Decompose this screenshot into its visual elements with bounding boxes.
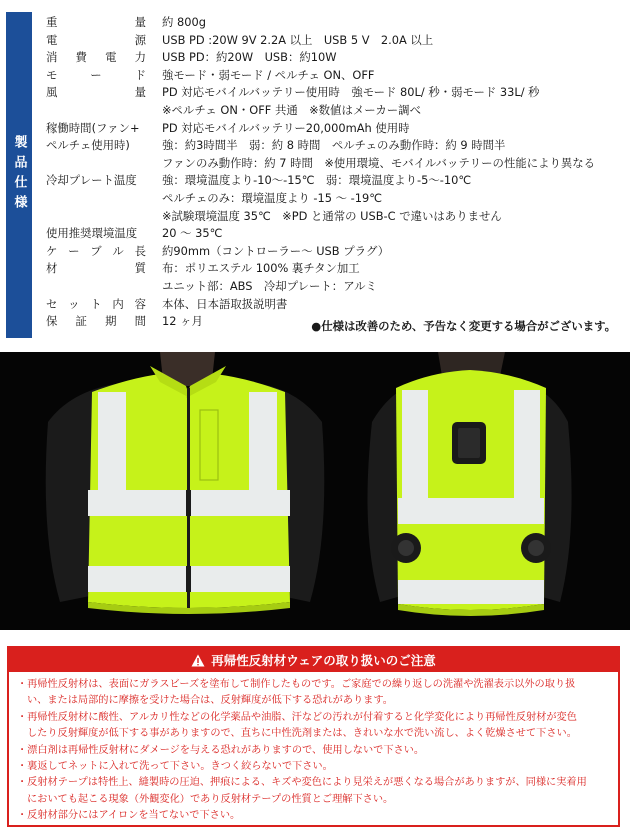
- caution-line: ・裏返してネットに入れて洗って下さい。きつく絞らないで下さい。: [17, 761, 333, 773]
- spec-row: [46, 260, 626, 278]
- spec-value: 約90mm（コントローラー〜 USB プラグ）: [162, 243, 390, 258]
- spec-row: [46, 49, 626, 67]
- spec-row: [46, 84, 626, 102]
- spec-row: [46, 137, 626, 155]
- spec-label: 材 質: [46, 261, 146, 276]
- spec-row: [46, 120, 626, 138]
- spec-row: [46, 32, 626, 50]
- spec-value: 布：ポリエステル 100% 裏チタン加工: [162, 261, 360, 276]
- spec-label: 保 証 期 間: [46, 314, 146, 329]
- spec-label: 冷却プレート温度: [46, 173, 137, 188]
- spec-row: [46, 225, 626, 243]
- warning-icon: [191, 654, 205, 667]
- spec-value-continued: ※試験環境温度 35℃ ※PD と通常の USB-C で違いはありません: [162, 208, 502, 223]
- caution-line: したり反射輝度が低下する事がありますので、直ちに中性洗剤または、きれいな水で洗い流し、よく乾燥させて下さい。: [27, 728, 577, 740]
- caution-line: ・反射材テープは特性上、縫製時の圧迫、押痕による、キズや変色により見栄えが悪くなる場合がありますが、同様に実着用: [17, 777, 587, 789]
- spec-value: 12 ヶ月: [162, 314, 203, 329]
- spec-value: USB PD :20W 9V 2.2A 以上 USB 5 V 2.0A 以上: [162, 32, 434, 47]
- spec-row: [46, 172, 626, 190]
- spec-label: ケ ー ブ ル 長: [46, 243, 146, 258]
- spec-value: 強：約3時間半 弱：約 8 時間 ペルチェのみ動作時：約 9 時間半: [162, 138, 506, 153]
- spec-notice: ●仕様は改善のため、予告なく変更する場合がございます。: [311, 319, 616, 333]
- spec-value-continued: ペルチェのみ：環境温度より -15 〜 -19℃: [162, 190, 382, 205]
- caution-line: ・反射材部分にはアイロンを当てないで下さい。: [17, 810, 241, 822]
- spec-value: 本体、日本語取扱説明書: [162, 296, 288, 311]
- spec-table: [46, 14, 626, 331]
- vest-illustration: [0, 352, 630, 630]
- spec-label: モ ー ド: [46, 67, 146, 82]
- spec-side-tab: [6, 12, 32, 338]
- caution-line: い、または局部的に摩擦を受けた場合は、反射輝度が低下する恐れがあります。: [27, 695, 393, 707]
- spec-value-continued: ※ペルチェ ON・OFF 共通 ※数値はメーカー調べ: [162, 102, 421, 117]
- spec-row: [46, 243, 626, 261]
- spec-label: 重 量: [46, 15, 146, 29]
- spec-value: 強モード・弱モード / ペルチェ ON、OFF: [162, 67, 375, 82]
- caution-line: ・再帰性反射材は、表面にガラスビーズを塗布して制作したものです。ご家庭での繰り返しの洗濯や洗濯表示以外の取り扱: [17, 679, 576, 690]
- spec-label: 電 源: [46, 32, 146, 47]
- spec-label: セ ッ ト 内 容: [46, 296, 146, 311]
- spec-label: 稼働時間(ファン+: [46, 120, 140, 135]
- spec-label: 消 費 電 力: [46, 50, 146, 65]
- spec-label: ペルチェ使用時): [46, 138, 130, 153]
- spec-label: 使用推奨環境温度: [46, 226, 138, 241]
- caution-title: 再帰性反射材ウェアの取り扱いのご注意: [211, 653, 436, 668]
- caution-line: ・漂白剤は再帰性反射材にダメージを与える恐れがありますので、使用しないで下さい。: [17, 744, 425, 756]
- spec-row: [46, 67, 626, 85]
- spec-row: [46, 14, 626, 32]
- vest-photo: [0, 352, 630, 630]
- vest-back-figure: [368, 352, 572, 616]
- spec-value: 約 800g: [162, 15, 206, 29]
- spec-value: 強：環境温度より-10〜-15℃ 弱：環境温度より-5〜-10℃: [162, 173, 472, 188]
- spec-side-label: 製品仕様: [11, 135, 27, 215]
- spec-value: USB PD：約20W USB：約10W: [162, 50, 337, 65]
- caution-line: ・再帰性反射材に酸性、アルカリ性などの化学薬品や油脂、汗などの汚れが付着すると化学変化により再帰性反射材が変色: [17, 711, 577, 723]
- spec-value: PD 対応モバイルバッテリー20,000mAh 使用時: [162, 120, 410, 135]
- caution-header: [9, 648, 618, 672]
- caution-box: [7, 646, 620, 827]
- spec-value: PD 対応モバイルバッテリー使用時 強モード 80L/ 秒・弱モード 33L/ 秒: [162, 85, 540, 100]
- spec-label: 風 量: [46, 85, 146, 100]
- caution-line: においても起こる現象（外観変化）であり反射材テープの性質とご理解下さい。: [27, 793, 394, 805]
- spec-value: 20 〜 35℃: [162, 226, 223, 241]
- spec-row: [46, 296, 626, 314]
- caution-list: [9, 672, 618, 825]
- spec-section: [0, 0, 630, 352]
- spec-value-continued: ユニット部：ABS 冷却プレート：アルミ: [162, 278, 377, 293]
- spec-value-continued: ファンのみ動作時：約 7 時間 ※使用環境、モバイルバッテリーの性能により異なる: [162, 155, 596, 170]
